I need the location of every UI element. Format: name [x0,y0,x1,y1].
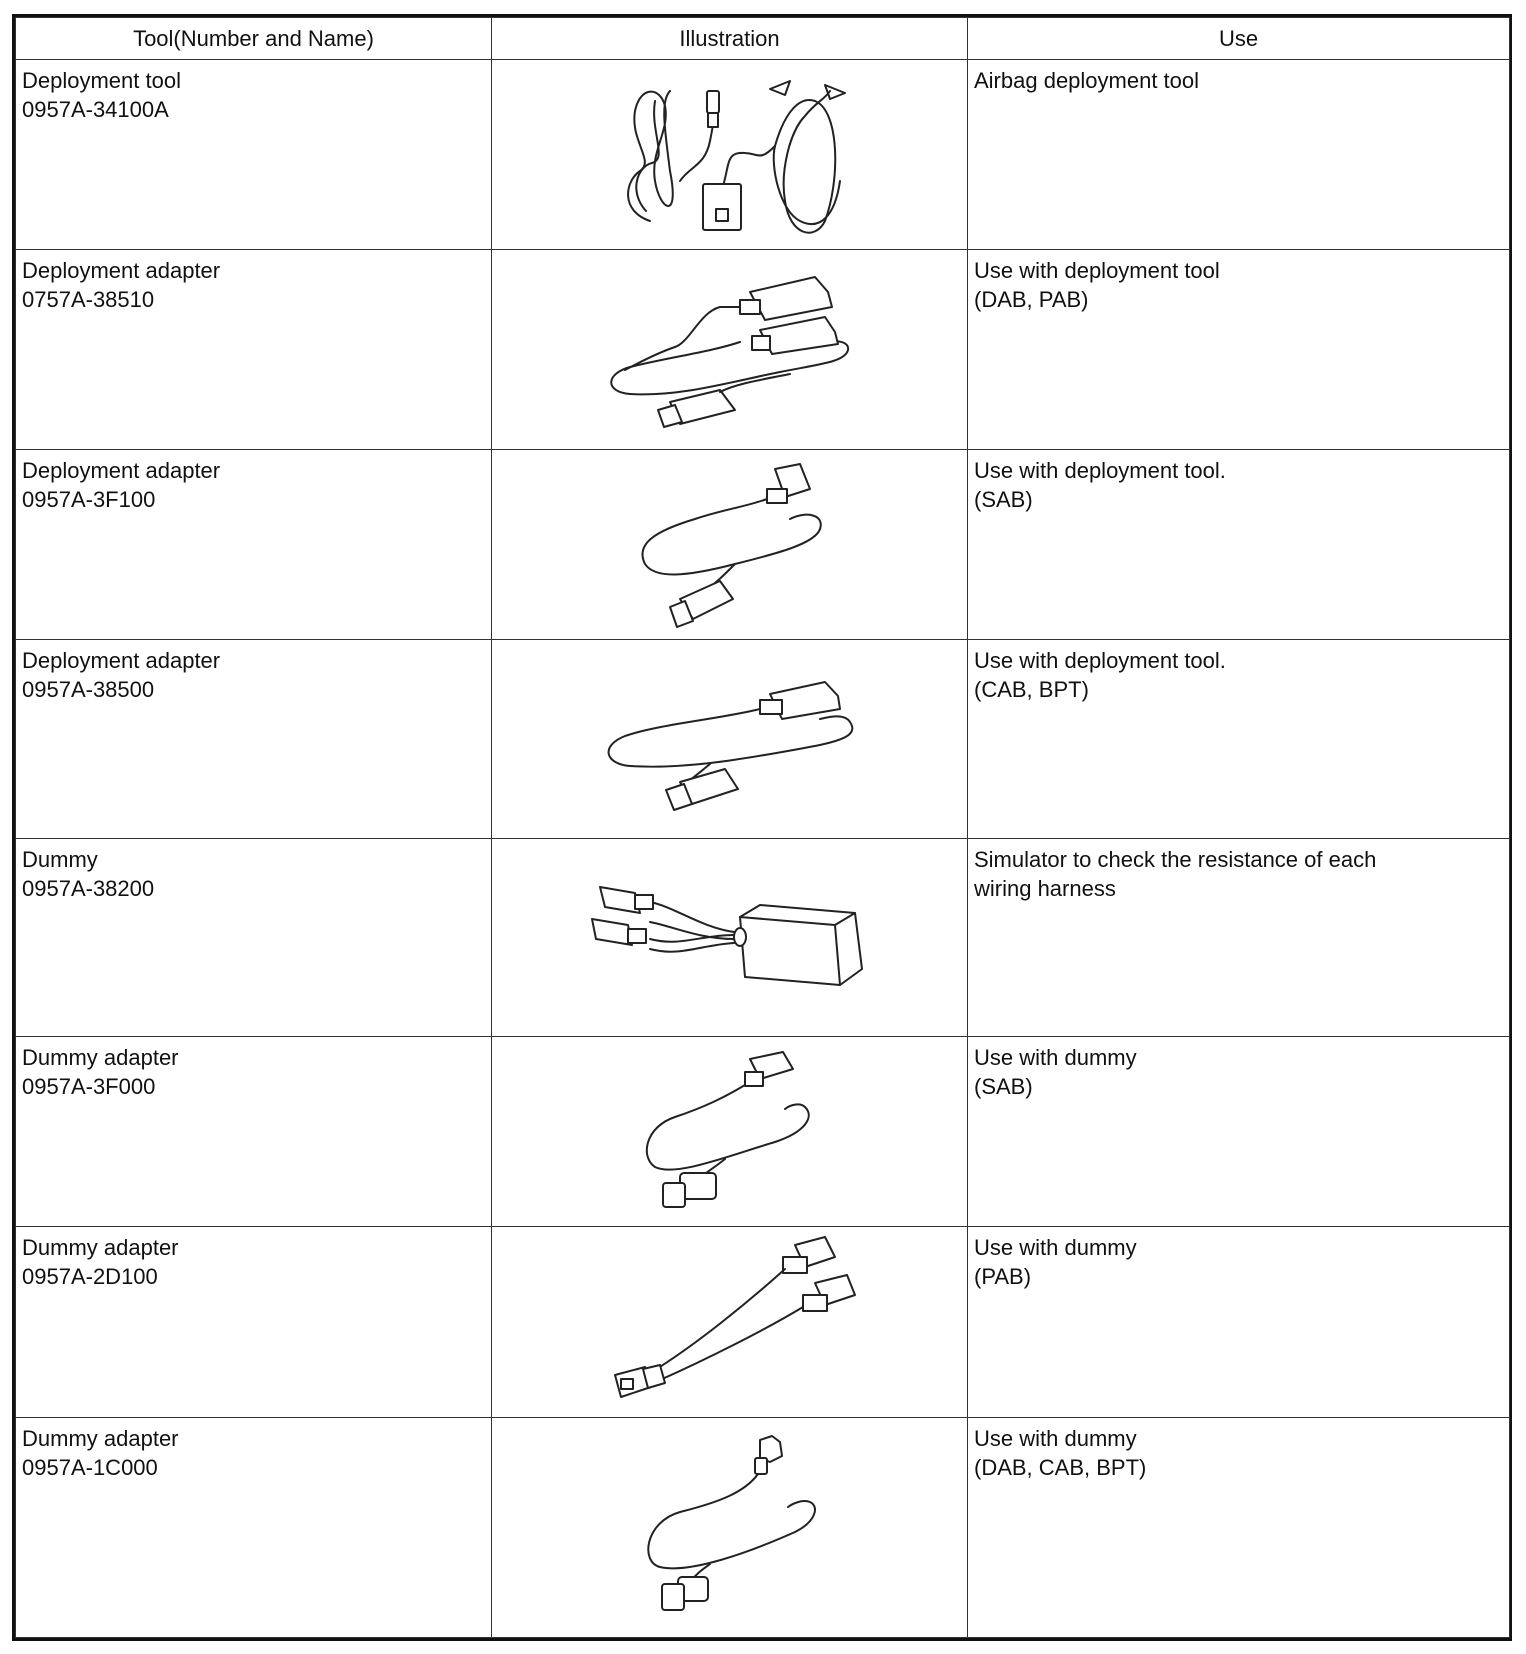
deployment-adapter-dab-pab-icon [600,262,860,437]
use-text-line: Use with deployment tool [974,258,1220,284]
tool-cell [16,838,492,1037]
tool-number: 0957A-3F000 [22,1074,156,1100]
illustration-cell [492,640,968,839]
use-text-line: Use with dummy [974,1425,1137,1451]
table-row [16,250,1510,450]
tool-name: Deployment adapter [22,258,221,284]
use-cell [968,250,1510,450]
tool-cell [16,1037,492,1227]
use-text-line: Use with deployment tool. [974,457,1226,483]
deployment-adapter-cab-bpt-icon [600,664,860,814]
table-row [16,1037,1510,1227]
table-row [16,449,1510,639]
tools-table [15,17,1510,1638]
tool-name: Deployment adapter [22,457,221,483]
dummy-box-icon [580,877,880,997]
table-row [16,60,1510,250]
tool-name: Dummy adapter [22,1045,179,1071]
tool-number: 0957A-2D100 [22,1264,158,1290]
use-text-line: (SAB) [974,486,1033,512]
use-text-line: (SAB) [974,1074,1033,1100]
dummy-adapter-dab-cab-bpt-icon [630,1432,830,1622]
tool-number: 0957A-3F100 [22,486,156,512]
illustration-cell [492,449,968,639]
illustration-cell [492,1227,968,1417]
tool-cell [16,1227,492,1417]
deployment-adapter-sab-icon [625,459,835,629]
tool-number: 0757A-38510 [22,287,155,313]
table-row [16,838,1510,1037]
use-text-line: Use with dummy [974,1235,1137,1261]
table-row [16,1227,1510,1417]
dummy-adapter-sab-icon [635,1047,825,1217]
deployment-tool-icon [610,71,850,239]
tool-cell [16,250,492,450]
use-text-line: Use with deployment tool. [974,648,1226,674]
tool-number: 0957A-1C000 [22,1454,158,1480]
use-text-line: Airbag deployment tool [974,68,1200,93]
tool-name: Dummy adapter [22,1235,179,1261]
tool-number: 0957A-34100A [22,97,169,122]
tool-cell [16,640,492,839]
special-tools-table [12,14,1512,1641]
use-text-line: (PAB) [974,1264,1032,1290]
tool-number: 0957A-38500 [22,677,155,703]
table-row [16,640,1510,839]
tool-cell [16,1417,492,1637]
use-cell [968,640,1510,839]
header-tool: Tool(Number and Name) [16,18,492,60]
header-illustration: Illustration [492,18,968,60]
use-cell [968,449,1510,639]
illustration-cell [492,1417,968,1637]
use-cell [968,60,1510,250]
use-cell [968,1227,1510,1417]
tool-name: Deployment adapter [22,648,221,674]
dummy-adapter-pab-icon [585,1235,875,1410]
use-cell [968,1037,1510,1227]
use-text-line: wiring harness [974,875,1116,901]
use-text-line: (DAB, CAB, BPT) [974,1454,1147,1480]
tool-name: Dummy [22,846,98,872]
tool-cell [16,449,492,639]
illustration-cell [492,1037,968,1227]
table-row [16,1417,1510,1637]
tool-name: Dummy adapter [22,1425,179,1451]
use-text-line: (DAB, PAB) [974,287,1089,313]
tool-number: 0957A-38200 [22,875,155,901]
illustration-cell [492,838,968,1037]
use-text-line: Use with dummy [974,1045,1137,1071]
use-cell [968,838,1510,1037]
tool-cell [16,60,492,250]
illustration-cell [492,250,968,450]
illustration-cell [492,60,968,250]
tool-name: Deployment tool [22,68,181,93]
table-header-row [16,18,1510,60]
header-use: Use [968,18,1510,60]
use-cell [968,1417,1510,1637]
use-text-line: Simulator to check the resistance of each [974,846,1377,872]
use-text-line: (CAB, BPT) [974,677,1089,703]
